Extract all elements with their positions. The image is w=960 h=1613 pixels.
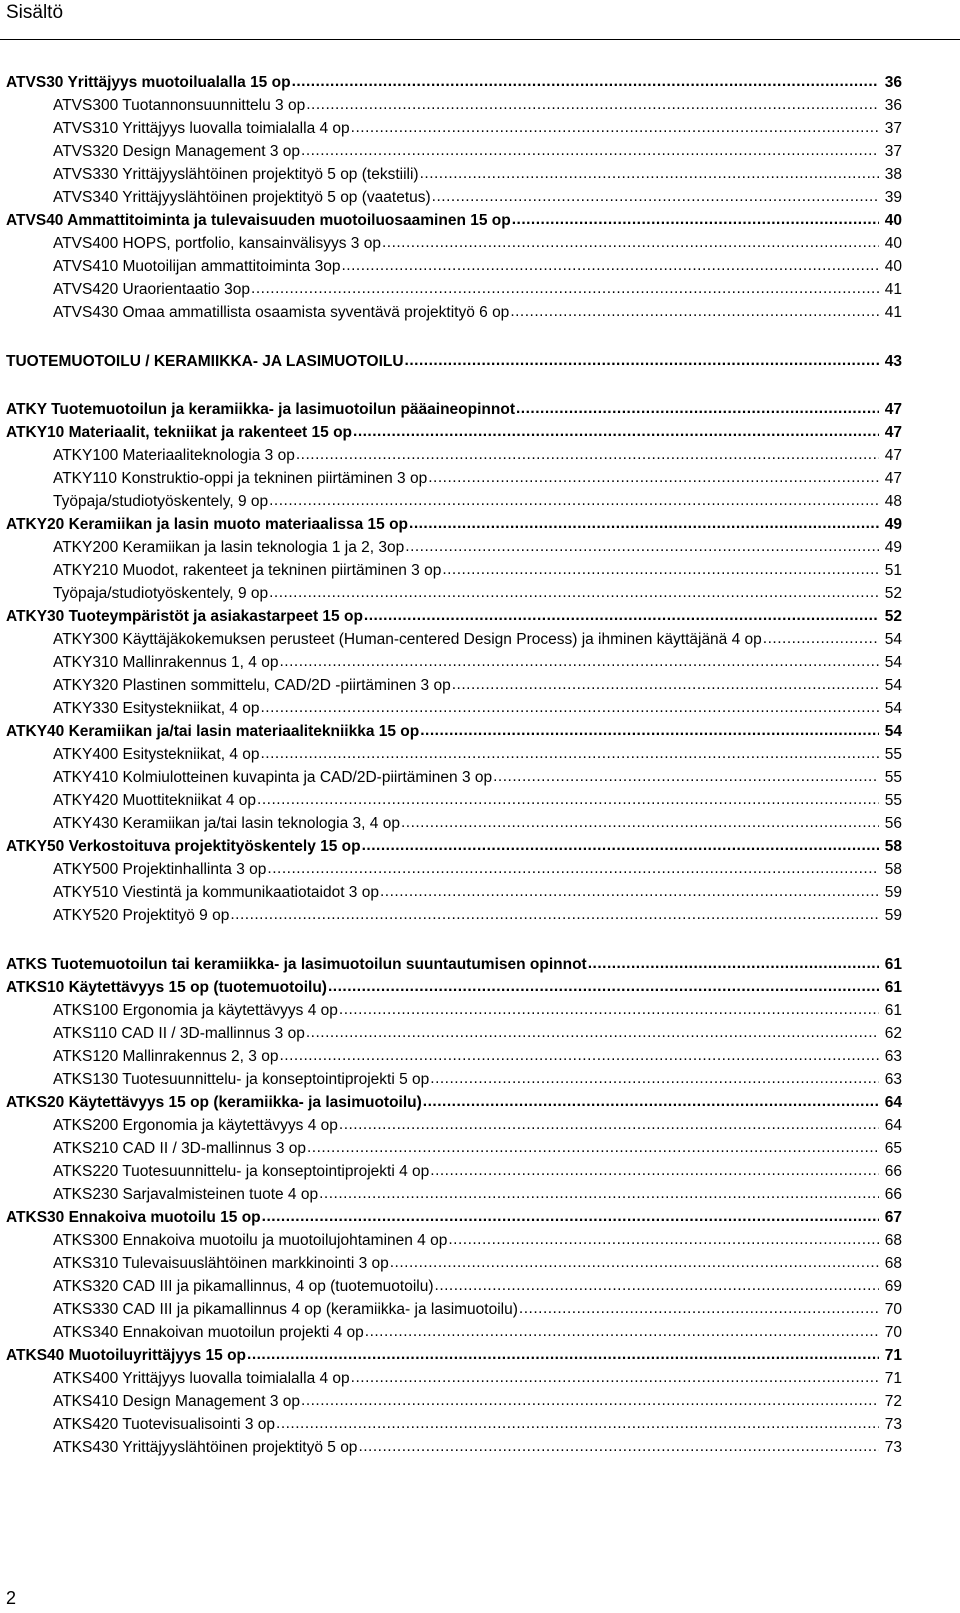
toc-entry-title: TUOTEMUOTOILU / KERAMIIKKA- JA LASIMUOTOILU — [6, 353, 404, 370]
toc-dot-leader — [351, 117, 879, 139]
toc-entry-page: 63 — [884, 1071, 902, 1088]
toc-dot-leader — [420, 720, 879, 742]
toc-entry-page: 43 — [884, 353, 902, 370]
toc-entry-title: Työpaja/studiotyöskentely, 9 op — [53, 585, 269, 602]
toc-entry[interactable] — [53, 651, 902, 674]
page-title: Sisältö — [6, 2, 64, 23]
toc-entry-title: ATVS330 Yrittäjyyslähtöinen projektityö 5 op (tekstiili) — [53, 166, 419, 183]
toc-entry-page: 52 — [884, 608, 902, 625]
toc-dot-leader — [516, 398, 879, 420]
toc-dot-leader — [442, 559, 879, 581]
toc-entry-page: 73 — [884, 1439, 902, 1456]
toc-entry-title: ATKS230 Sarjavalmisteinen tuote 4 op — [53, 1186, 319, 1203]
toc-dot-leader — [382, 232, 879, 254]
toc-entry-title: ATVS340 Yrittäjyyslähtöinen projektityö 5 op (vaatetus) — [53, 189, 431, 206]
toc-entry[interactable] — [53, 697, 902, 720]
toc-dot-leader — [432, 186, 879, 208]
toc-entry-title: ATKS10 Käytettävyys 15 op (tuotemuotoilu) — [6, 979, 327, 996]
toc-entry-page: 41 — [884, 281, 902, 298]
toc-entry-title: ATKY20 Keramiikan ja lasin muoto materiaalissa 15 op — [6, 516, 409, 533]
toc-dot-leader — [358, 1436, 879, 1458]
toc-entry[interactable] — [53, 1045, 902, 1068]
toc-dot-leader — [306, 94, 879, 116]
toc-entry-title: ATKY410 Kolmiulotteinen kuvapinta ja CAD/2D-piirtäminen 3 op — [53, 769, 493, 786]
toc-entry-title: ATKS110 CAD II / 3D-mallinnus 3 op — [53, 1025, 305, 1042]
toc-entry-page: 54 — [884, 677, 902, 694]
toc-dot-leader — [401, 812, 879, 834]
toc-entry-title: ATKY100 Materiaaliteknologia 3 op — [53, 447, 295, 464]
toc-entry-title: ATKS400 Yrittäjyys luovalla toimialalla 4 op — [53, 1370, 350, 1387]
toc-entry-title: ATKS330 CAD III ja pikamallinnus 4 op (keramiikka- ja lasimuotoilu) — [53, 1301, 518, 1318]
toc-entry[interactable] — [53, 140, 902, 163]
toc-entry[interactable] — [53, 467, 902, 490]
toc-dot-leader — [420, 163, 879, 185]
toc-dot-leader — [353, 421, 879, 443]
toc-entry[interactable] — [6, 605, 902, 628]
toc-entry-title: ATKY510 Viestintä ja kommunikaatiotaidot 3 op — [53, 884, 379, 901]
toc-dot-leader — [276, 1413, 879, 1435]
toc-entry-title: ATKS430 Yrittäjyyslähtöinen projektityö 5 op — [53, 1439, 358, 1456]
toc-entry[interactable] — [53, 301, 902, 324]
toc-entry[interactable] — [53, 743, 902, 766]
toc-dot-leader — [296, 444, 879, 466]
toc-entry[interactable] — [53, 94, 902, 117]
toc-entry-page: 59 — [884, 907, 902, 924]
toc-entry[interactable] — [53, 881, 902, 904]
toc-entry-page: 55 — [884, 792, 902, 809]
toc-entry[interactable] — [6, 835, 902, 858]
toc-dot-leader — [257, 789, 879, 811]
toc-dot-leader — [409, 513, 879, 535]
toc-entry-page: 61 — [884, 956, 902, 973]
toc-entry-page: 68 — [884, 1232, 902, 1249]
toc-entry-title: ATVS430 Omaa ammatillista osaamista syventävä projektityö 6 op — [53, 304, 510, 321]
toc-entry-title: ATVS30 Yrittäjyys muotoilualalla 15 op — [6, 74, 291, 91]
toc-entry-page: 67 — [884, 1209, 902, 1226]
toc-entry-title: ATVS300 Tuotannonsuunnittelu 3 op — [53, 97, 306, 114]
toc-entry[interactable] — [53, 674, 902, 697]
toc-entry-title: ATVS40 Ammattitoiminta ja tulevaisuuden muotoiluosaaminen 15 op — [6, 212, 511, 229]
toc-entry[interactable] — [53, 812, 902, 835]
toc-entry-page: 36 — [884, 74, 902, 91]
toc-entry-page: 40 — [884, 212, 902, 229]
toc-entry[interactable] — [53, 1367, 902, 1390]
toc-entry-title: ATKY420 Muottitekniikat 4 op — [53, 792, 257, 809]
toc-entry-title: ATKS Tuotemuotoilun tai keramiikka- ja lasimuotoilun suuntautumisen opinnot — [6, 956, 587, 973]
toc-entry[interactable] — [6, 953, 902, 976]
toc-entry-title: ATKY310 Mallinrakennus 1, 4 op — [53, 654, 279, 671]
toc-entry[interactable] — [6, 1091, 902, 1114]
toc-dot-leader — [405, 350, 879, 372]
toc-entry-title: ATVS420 Uraorientaatio 3op — [53, 281, 251, 298]
toc-entry-page: 49 — [884, 539, 902, 556]
toc-entry-title: ATKY110 Konstruktio-oppi ja tekninen piirtäminen 3 op — [53, 470, 428, 487]
toc-entry-title: ATKY430 Keramiikan ja/tai lasin teknologia 3, 4 op — [53, 815, 400, 832]
toc-dot-leader — [351, 1367, 879, 1389]
toc-entry-page: 38 — [884, 166, 902, 183]
toc-entry-page: 52 — [884, 585, 902, 602]
toc-entry-page: 54 — [884, 654, 902, 671]
toc-dot-leader — [341, 255, 879, 277]
toc-entry-page: 63 — [884, 1048, 902, 1065]
toc-entry[interactable] — [6, 513, 902, 536]
toc-entry[interactable] — [6, 1344, 902, 1367]
toc-entry-page: 54 — [884, 723, 902, 740]
toc-entry[interactable] — [53, 1298, 902, 1321]
toc-dot-leader — [279, 1045, 879, 1067]
toc-entry-title: ATKS130 Tuotesuunnittelu- ja konseptointiprojekti 5 op — [53, 1071, 430, 1088]
toc-entry[interactable] — [53, 1252, 902, 1275]
toc-dot-leader — [328, 976, 879, 998]
toc-entry[interactable] — [53, 904, 902, 927]
toc-entry[interactable] — [53, 1390, 902, 1413]
toc-entry-page: 51 — [884, 562, 902, 579]
toc-entry-page: 64 — [884, 1117, 902, 1134]
toc-entry[interactable] — [53, 1114, 902, 1137]
toc-entry-title: ATKY200 Keramiikan ja lasin teknologia 1 ja 2, 3op — [53, 539, 405, 556]
toc-entry[interactable] — [53, 559, 902, 582]
toc-entry-page: 59 — [884, 884, 902, 901]
toc-entry[interactable] — [53, 1436, 902, 1459]
toc-entry-title: ATKY400 Esitystekniikat, 4 op — [53, 746, 260, 763]
toc-dot-leader — [269, 490, 879, 512]
toc-entry-page: 55 — [884, 746, 902, 763]
toc-entry[interactable] — [53, 1413, 902, 1436]
toc-entry[interactable] — [53, 582, 902, 605]
toc-entry-title: ATKS340 Ennakoivan muotoilun projekti 4 op — [53, 1324, 364, 1341]
toc-entry-page: 54 — [884, 631, 902, 648]
toc-entry[interactable] — [53, 858, 902, 881]
toc-entry-title: ATKY500 Projektinhallinta 3 op — [53, 861, 267, 878]
toc-dot-leader — [428, 467, 879, 489]
toc-entry-page: 72 — [884, 1393, 902, 1410]
toc-entry[interactable] — [6, 421, 902, 444]
toc-entry[interactable] — [6, 350, 902, 373]
toc-entry-page: 62 — [884, 1025, 902, 1042]
toc-entry-title: ATVS400 HOPS, portfolio, kansainvälisyys 3 op — [53, 235, 381, 252]
toc-entry-page: 36 — [884, 97, 902, 114]
toc-dot-leader — [301, 140, 879, 162]
toc-dot-leader — [362, 835, 879, 857]
toc-entry-title: ATVS320 Design Management 3 op — [53, 143, 301, 160]
toc-dot-leader — [390, 1252, 879, 1274]
toc-entry-page: 47 — [884, 401, 902, 418]
footer-page-number: 2 — [6, 1588, 17, 1608]
toc-entry-title: ATKY210 Muodot, rakenteet ja tekninen piirtäminen 3 op — [53, 562, 442, 579]
toc-entry[interactable] — [6, 720, 902, 743]
toc-entry[interactable] — [53, 1068, 902, 1091]
toc-entry-title: ATKS40 Muotoiluyrittäjyys 15 op — [6, 1347, 247, 1364]
toc-dot-leader — [380, 881, 879, 903]
toc-entry-page: 65 — [884, 1140, 902, 1157]
toc-dot-leader — [262, 1206, 879, 1228]
toc-dot-leader — [279, 651, 879, 673]
toc-entry-title: ATKY330 Esitystekniikat, 4 op — [53, 700, 260, 717]
toc-entry[interactable] — [6, 71, 902, 94]
toc-entry[interactable] — [53, 1137, 902, 1160]
toc-entry[interactable] — [53, 255, 902, 278]
toc-entry-title: ATKY10 Materiaalit, tekniikat ja rakenteet 15 op — [6, 424, 353, 441]
toc-dot-leader — [251, 278, 879, 300]
toc-dot-leader — [247, 1344, 879, 1366]
toc-entry-page: 71 — [884, 1347, 902, 1364]
toc-entry-title: ATKY40 Keramiikan ja/tai lasin materiaalitekniikka 15 op — [6, 723, 420, 740]
toc-entry-page: 61 — [884, 979, 902, 996]
toc-entry-page: 70 — [884, 1301, 902, 1318]
toc-entry-title: ATKS310 Tulevaisuuslähtöinen markkinointi 3 op — [53, 1255, 389, 1272]
toc-entry[interactable] — [53, 999, 902, 1022]
toc-dot-leader — [448, 1229, 879, 1251]
toc-entry-title: ATVS310 Yrittäjyys luovalla toimialalla 4 op — [53, 120, 350, 137]
toc-entry-page: 39 — [884, 189, 902, 206]
toc-entry-title: ATKS220 Tuotesuunnittelu- ja konseptointiprojekti 4 op — [53, 1163, 430, 1180]
toc-dot-leader — [260, 697, 879, 719]
toc-entry-page: 54 — [884, 700, 902, 717]
toc-entry[interactable] — [53, 536, 902, 559]
toc-dot-leader — [306, 1022, 879, 1044]
toc-entry-page: 47 — [884, 470, 902, 487]
toc-entry-title: Työpaja/studiotyöskentely, 9 op — [53, 493, 269, 510]
toc-dot-leader — [230, 904, 879, 926]
toc-entry-page: 58 — [884, 861, 902, 878]
toc-dot-leader — [292, 71, 879, 93]
toc-entry-title: ATKY30 Tuoteympäristöt ja asiakastarpeet 15 op — [6, 608, 363, 625]
toc-entry-page: 48 — [884, 493, 902, 510]
toc-dot-leader — [269, 582, 879, 604]
toc-entry-page: 37 — [884, 120, 902, 137]
toc-entry-page: 64 — [884, 1094, 902, 1111]
toc-entry-title: ATKS100 Ergonomia ja käytettävyys 4 op — [53, 1002, 338, 1019]
toc-entry-title: ATKY50 Verkostoituva projektityöskentely 15 op — [6, 838, 361, 855]
toc-dot-leader — [307, 1137, 879, 1159]
toc-entry[interactable] — [53, 444, 902, 467]
toc-entry[interactable] — [53, 163, 902, 186]
toc-entry-title: ATKY320 Plastinen sommittelu, CAD/2D -piirtäminen 3 op — [53, 677, 451, 694]
toc-entry-title: ATKS120 Mallinrakennus 2, 3 op — [53, 1048, 279, 1065]
toc-entry-page: 58 — [884, 838, 902, 855]
toc-entry[interactable] — [6, 976, 902, 999]
toc-entry-page: 66 — [884, 1186, 902, 1203]
toc-entry-title: ATKS30 Ennakoiva muotoilu 15 op — [6, 1209, 261, 1226]
toc-entry[interactable] — [6, 209, 902, 232]
toc-dot-leader — [423, 1091, 879, 1113]
toc-dot-leader — [365, 1321, 879, 1343]
toc-entry[interactable] — [53, 232, 902, 255]
toc-entry-page: 40 — [884, 258, 902, 275]
toc-entry-page: 70 — [884, 1324, 902, 1341]
toc-entry[interactable] — [53, 789, 902, 812]
toc-dot-leader — [430, 1160, 879, 1182]
toc-entry[interactable] — [6, 398, 902, 421]
toc-entry[interactable] — [53, 1321, 902, 1344]
toc-dot-leader — [435, 1275, 879, 1297]
toc-dot-leader — [512, 209, 879, 231]
toc-entry-page: 47 — [884, 424, 902, 441]
toc-entry-title: ATKS320 CAD III ja pikamallinnus, 4 op (tuotemuotoilu) — [53, 1278, 434, 1295]
toc-entry-page: 61 — [884, 1002, 902, 1019]
toc-dot-leader — [493, 766, 879, 788]
toc-dot-leader — [452, 674, 879, 696]
toc-entry-title: ATKS210 CAD II / 3D-mallinnus 3 op — [53, 1140, 306, 1157]
toc-entry[interactable] — [6, 1206, 902, 1229]
toc-dot-leader — [364, 605, 879, 627]
toc-dot-leader — [260, 743, 879, 765]
toc-dot-leader — [430, 1068, 879, 1090]
toc-entry[interactable] — [53, 278, 902, 301]
toc-entry-title: ATKY Tuotemuotoilun ja keramiikka- ja lasimuotoilun pääaineopinnot — [6, 401, 515, 418]
toc-entry-page: 55 — [884, 769, 902, 786]
toc-entry[interactable] — [53, 628, 902, 651]
toc-dot-leader — [519, 1298, 879, 1320]
toc-dot-leader — [339, 1114, 879, 1136]
toc-entry[interactable] — [53, 1183, 902, 1206]
toc-entry[interactable] — [53, 117, 902, 140]
toc-entry[interactable] — [53, 186, 902, 209]
toc-entry-title: ATKY300 Käyttäjäkokemuksen perusteet (Human-centered Design Process) ja ihminen käyttäjänä 4 op — [53, 631, 762, 648]
toc-dot-leader — [510, 301, 879, 323]
toc-entry-title: ATKS410 Design Management 3 op — [53, 1393, 301, 1410]
toc-entry-title: ATKS300 Ennakoiva muotoilu ja muotoilujohtaminen 4 op — [53, 1232, 448, 1249]
toc-dot-leader — [319, 1183, 879, 1205]
toc-entry-page: 40 — [884, 235, 902, 252]
toc-entry-page: 56 — [884, 815, 902, 832]
toc-entry[interactable] — [53, 490, 902, 513]
toc-entry[interactable] — [53, 1022, 902, 1045]
toc-entry[interactable] — [53, 766, 902, 789]
toc-entry[interactable] — [53, 1229, 902, 1252]
toc-entry-title: ATVS410 Muotoilijan ammattitoiminta 3op — [53, 258, 341, 275]
toc-entry-page: 37 — [884, 143, 902, 160]
toc-entry-title: ATKS20 Käytettävyys 15 op (keramiikka- ja lasimuotoilu) — [6, 1094, 422, 1111]
toc-entry[interactable] — [53, 1160, 902, 1183]
toc-dot-leader — [405, 536, 879, 558]
toc-entry-page: 41 — [884, 304, 902, 321]
toc-entry-title: ATKY520 Projektityö 9 op — [53, 907, 230, 924]
toc-dot-leader — [763, 628, 879, 650]
toc-entry-page: 71 — [884, 1370, 902, 1387]
toc-entry-page: 69 — [884, 1278, 902, 1295]
toc-entry-page: 68 — [884, 1255, 902, 1272]
toc-entry[interactable] — [53, 1275, 902, 1298]
toc-dot-leader — [339, 999, 879, 1021]
toc-entry-page: 49 — [884, 516, 902, 533]
toc-dot-leader — [301, 1390, 879, 1412]
toc-entry-page: 73 — [884, 1416, 902, 1433]
toc-dot-leader — [588, 953, 879, 975]
toc-entry-page: 66 — [884, 1163, 902, 1180]
toc-entry-title: ATKS200 Ergonomia ja käytettävyys 4 op — [53, 1117, 338, 1134]
toc-dot-leader — [267, 858, 879, 880]
toc-entry-page: 47 — [884, 447, 902, 464]
toc-entry-title: ATKS420 Tuotevisualisointi 3 op — [53, 1416, 276, 1433]
